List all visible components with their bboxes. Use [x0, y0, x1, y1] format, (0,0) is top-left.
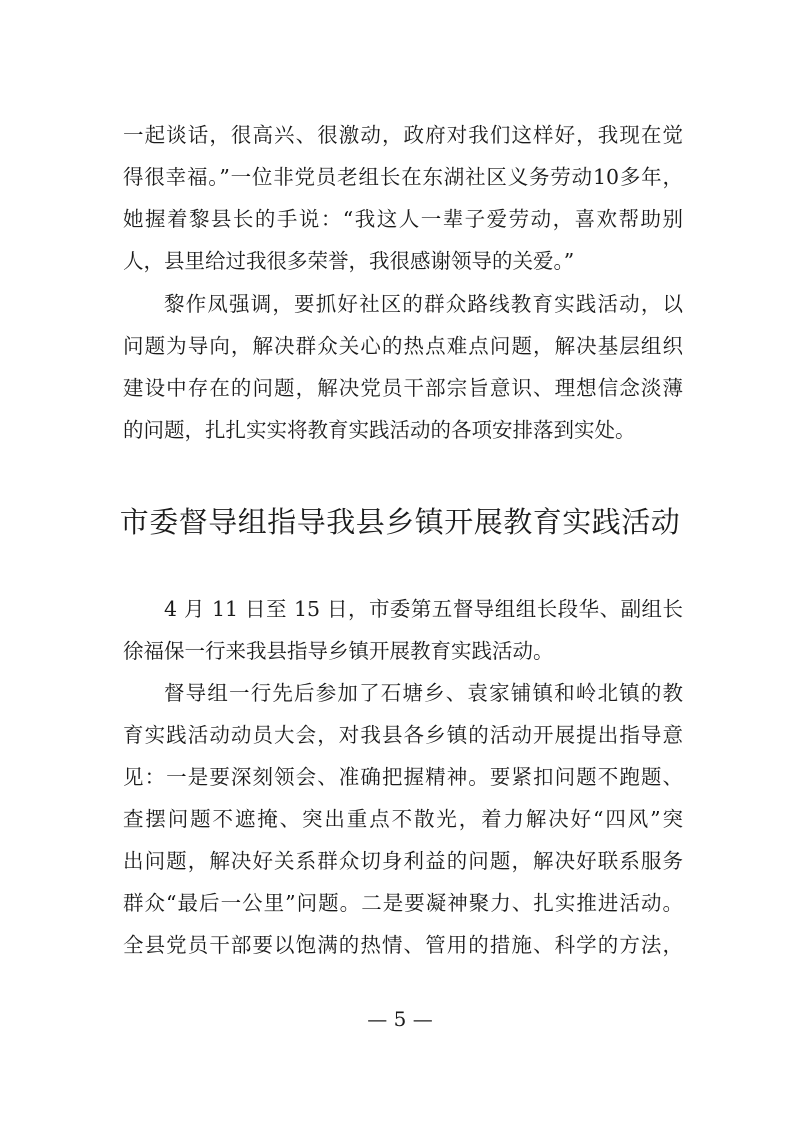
paragraph-line: 建设中存在的问题，解决党员干部宗旨意识、理想信念淡薄: [123, 376, 683, 400]
paragraph-line: 问题为导向，解决群众关心的热点难点问题，解决基层组织: [123, 334, 683, 358]
paragraph-line: 群众“最后一公里”问题。二是要凝神聚力、扎实推进活动。: [123, 891, 683, 915]
article-heading: 市委督导组指导我县乡镇开展教育实践活动: [119, 505, 681, 539]
paragraph-line: 徐福保一行来我县指导乡镇开展教育实践活动。: [123, 639, 554, 663]
paragraph-quote-continuation: [123, 114, 683, 282]
paragraph-line: 出问题，解决好关系群众切身利益的问题，解决好联系服务: [123, 849, 683, 873]
paragraph-line: 一起谈话，很高兴、很激动，政府对我们这样好，我现在觉: [123, 123, 683, 147]
paragraph-line: 4 月 11 日至 15 日，市委第五督导组组长段华、副组长: [164, 597, 683, 621]
paragraph-line: 见：一是要深刻领会、准确把握精神。要紧扣问题不跑题、: [123, 765, 683, 789]
paragraph-guidance: [123, 672, 683, 966]
paragraph-line: 查摆问题不遮掩、突出重点不散光，着力解决好“四风”突: [123, 807, 683, 831]
paragraph-line: 得很幸福。”一位非党员老组长在东湖社区义务劳动10多年，: [123, 165, 683, 189]
paragraph-line: 全县党员干部要以饱满的热情、管用的措施、科学的方法，: [123, 933, 683, 957]
paragraph-line: 她握着黎县长的手说：“我这人一辈子爱劳动，喜欢帮助别: [123, 207, 683, 231]
paragraph-emphasis: [123, 283, 683, 451]
paragraph-line: 督导组一行先后参加了石塘乡、袁家铺镇和岭北镇的教: [164, 681, 683, 705]
page-number: — 5 —: [367, 1007, 433, 1031]
paragraph-line: 人，县里给过我很多荣誉，我很感谢领导的关爱。”: [123, 249, 575, 273]
paragraph-dates: [123, 588, 683, 672]
paragraph-line: 育实践活动动员大会，对我县各乡镇的活动开展提出指导意: [123, 723, 683, 747]
paragraph-line: 的问题，扎扎实实将教育实践活动的各项安排落到实处。: [123, 418, 636, 442]
paragraph-line: 黎作凤强调，要抓好社区的群众路线教育实践活动，以: [164, 292, 683, 316]
